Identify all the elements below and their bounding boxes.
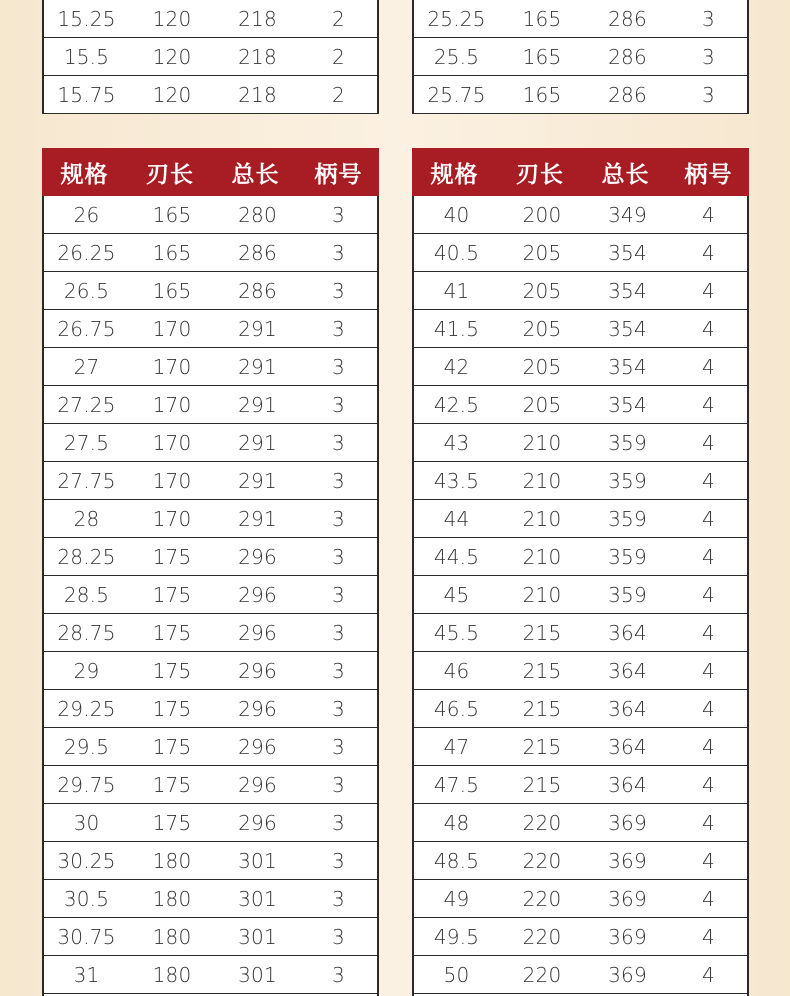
spec-cell: 49 [443,886,470,911]
right-spec-table [412,148,749,996]
total-length-cell: 364 [608,658,647,683]
table-row [44,0,377,38]
spec-cell: 46.5 [433,696,480,721]
total-length-cell: 286 [608,6,647,31]
spec-cell: 29.5 [63,734,110,759]
table-row [44,38,377,76]
spec-cell: 45 [443,582,470,607]
table-row [414,842,747,880]
blade-length-cell: 165 [522,44,562,69]
table-row [414,690,747,728]
total-length-cell: 291 [238,468,277,493]
handle-number-cell: 3 [332,506,345,531]
blade-length-cell: 175 [152,544,192,569]
blade-length-cell: 205 [522,354,562,379]
handle-number-cell: 4 [702,240,715,265]
blade-length-cell: 165 [522,6,562,31]
handle-number-cell: 3 [332,734,345,759]
spec-cell: 15.5 [63,44,110,69]
total-length-cell: 291 [238,430,277,455]
table-header [412,148,749,196]
table-row [414,272,747,310]
spec-cell: 28.75 [57,620,116,645]
table-row [44,842,377,880]
header-handle-number: 柄号 [314,161,363,188]
blade-length-cell: 215 [522,734,562,759]
handle-number-cell: 3 [332,202,345,227]
handle-number-cell: 3 [332,772,345,797]
spec-cell: 47.5 [433,772,480,797]
spec-cell: 27 [73,354,100,379]
blade-length-cell: 220 [522,848,562,873]
total-length-cell: 354 [608,240,647,265]
total-length-cell: 359 [608,582,647,607]
handle-number-cell: 3 [332,658,345,683]
spec-cell: 40 [443,202,470,227]
spec-cell: 42 [443,354,470,379]
spec-cell: 29.75 [57,772,116,797]
blade-length-cell: 170 [152,354,192,379]
left-spec-table [42,148,379,996]
blade-length-cell: 170 [152,468,192,493]
total-length-cell: 369 [608,848,647,873]
top-left-table [42,0,379,114]
header-spec: 规格 [430,161,479,188]
blade-length-cell: 170 [152,316,192,341]
handle-number-cell: 4 [702,658,715,683]
spec-cell: 50 [443,962,470,987]
blade-length-cell: 120 [152,44,192,69]
blade-length-cell: 165 [152,240,192,265]
handle-number-cell: 4 [702,582,715,607]
handle-number-cell: 3 [332,354,345,379]
blade-length-cell: 210 [522,506,562,531]
handle-number-cell: 4 [702,696,715,721]
table-row [44,576,377,614]
total-length-cell: 354 [608,278,647,303]
handle-number-cell: 3 [332,468,345,493]
spec-cell: 49.5 [433,924,480,949]
total-length-cell: 364 [608,734,647,759]
table-row [414,880,747,918]
blade-length-cell: 205 [522,392,562,417]
blade-length-cell: 215 [522,772,562,797]
blade-length-cell: 200 [522,202,562,227]
handle-number-cell: 3 [332,430,345,455]
handle-number-cell: 3 [332,278,345,303]
table-row [44,76,377,114]
blade-length-cell: 175 [152,582,192,607]
handle-number-cell: 3 [332,544,345,569]
handle-number-cell: 3 [332,924,345,949]
total-length-cell: 301 [238,962,277,987]
table-row [414,424,747,462]
spec-cell: 31 [73,962,100,987]
table-row [414,728,747,766]
total-length-cell: 354 [608,392,647,417]
spec-cell: 28.25 [57,544,116,569]
blade-length-cell: 175 [152,658,192,683]
total-length-cell: 354 [608,354,647,379]
total-length-cell: 364 [608,772,647,797]
total-length-cell: 296 [238,810,277,835]
table-row [44,766,377,804]
table-row [414,538,747,576]
handle-number-cell: 3 [332,240,345,265]
table-row [414,38,747,76]
spec-cell: 25.75 [427,82,486,107]
total-length-cell: 291 [238,506,277,531]
handle-number-cell: 3 [702,6,715,31]
table-row [44,690,377,728]
table-row [414,76,747,114]
spec-cell: 44 [443,506,470,531]
table-row [44,880,377,918]
blade-length-cell: 170 [152,506,192,531]
blade-length-cell: 120 [152,82,192,107]
handle-number-cell: 3 [332,848,345,873]
spec-cell: 40.5 [433,240,480,265]
spec-cell: 44.5 [433,544,480,569]
table-row [414,348,747,386]
spec-cell: 27.5 [63,430,110,455]
header-total-length: 总长 [601,161,650,188]
total-length-cell: 364 [608,620,647,645]
table-row [414,614,747,652]
blade-length-cell: 180 [152,886,192,911]
table-row [44,538,377,576]
table-row [414,766,747,804]
total-length-cell: 291 [238,392,277,417]
total-length-cell: 369 [608,810,647,835]
spec-cell: 25.25 [427,6,486,31]
spec-cell: 26 [73,202,100,227]
handle-number-cell: 3 [332,810,345,835]
blade-length-cell: 180 [152,848,192,873]
top-right-table [412,0,749,114]
table-row [44,918,377,956]
table-row [44,424,377,462]
total-length-cell: 286 [608,44,647,69]
handle-number-cell: 4 [702,962,715,987]
blade-length-cell: 220 [522,962,562,987]
total-length-cell: 296 [238,772,277,797]
handle-number-cell: 3 [332,316,345,341]
spec-cell: 26.75 [57,316,116,341]
total-length-cell: 359 [608,468,647,493]
blade-length-cell: 215 [522,696,562,721]
total-length-cell: 296 [238,658,277,683]
total-length-cell: 354 [608,316,647,341]
blade-length-cell: 210 [522,430,562,455]
handle-number-cell: 4 [702,734,715,759]
total-length-cell: 291 [238,316,277,341]
spec-cell: 48.5 [433,848,480,873]
handle-number-cell: 4 [702,392,715,417]
table-row [414,500,747,538]
spec-cell: 41.5 [433,316,480,341]
total-length-cell: 280 [238,202,277,227]
handle-number-cell: 2 [332,44,345,69]
table-row [414,386,747,424]
handle-number-cell: 4 [702,468,715,493]
handle-number-cell: 4 [702,278,715,303]
blade-length-cell: 205 [522,240,562,265]
total-length-cell: 218 [238,6,277,31]
total-length-cell: 218 [238,82,277,107]
spec-cell: 26.25 [57,240,116,265]
handle-number-cell: 4 [702,848,715,873]
total-length-cell: 359 [608,430,647,455]
table-row [414,576,747,614]
header-spec: 规格 [60,161,109,188]
table-row [414,0,747,38]
table-row [44,234,377,272]
total-length-cell: 218 [238,44,277,69]
spec-cell: 30 [73,810,100,835]
handle-number-cell: 3 [332,696,345,721]
header-blade-length: 刃长 [146,161,194,188]
table-row [44,462,377,500]
blade-length-cell: 220 [522,810,562,835]
handle-number-cell: 2 [332,82,345,107]
blade-length-cell: 205 [522,278,562,303]
spec-cell: 41 [443,278,470,303]
blade-length-cell: 180 [152,924,192,949]
spec-cell: 46 [443,658,470,683]
table-row [414,918,747,956]
table-row [44,386,377,424]
table-row [44,196,377,234]
spec-cell: 43 [443,430,470,455]
spec-cell: 30.25 [57,848,116,873]
table-header [42,148,379,196]
blade-length-cell: 210 [522,544,562,569]
spec-cell: 28.5 [63,582,110,607]
handle-number-cell: 4 [702,354,715,379]
total-length-cell: 286 [238,240,277,265]
table-row [414,462,747,500]
table-row [414,956,747,994]
blade-length-cell: 210 [522,468,562,493]
total-length-cell: 301 [238,848,277,873]
header-total-length: 总长 [231,161,280,188]
blade-length-cell: 205 [522,316,562,341]
spec-cell: 30.5 [63,886,110,911]
blade-length-cell: 220 [522,886,562,911]
table-row [414,310,747,348]
total-length-cell: 369 [608,924,647,949]
total-length-cell: 349 [608,202,647,227]
total-length-cell: 291 [238,354,277,379]
spec-cell: 27.25 [57,392,116,417]
blade-length-cell: 170 [152,392,192,417]
blade-length-cell: 165 [152,278,192,303]
table-row [44,500,377,538]
handle-number-cell: 4 [702,772,715,797]
blade-length-cell: 165 [522,82,562,107]
spec-cell: 27.75 [57,468,116,493]
handle-number-cell: 4 [702,202,715,227]
spec-cell: 45.5 [433,620,480,645]
total-length-cell: 301 [238,924,277,949]
handle-number-cell: 4 [702,506,715,531]
table-row [414,804,747,842]
header-blade-length: 刃长 [516,161,564,188]
total-length-cell: 296 [238,734,277,759]
total-length-cell: 296 [238,696,277,721]
total-length-cell: 286 [608,82,647,107]
total-length-cell: 364 [608,696,647,721]
table-row [44,804,377,842]
spec-cell: 29.25 [57,696,116,721]
total-length-cell: 369 [608,962,647,987]
spec-cell: 28 [73,506,100,531]
blade-length-cell: 215 [522,620,562,645]
blade-length-cell: 170 [152,430,192,455]
table-row [414,652,747,690]
table-row [44,614,377,652]
blade-length-cell: 215 [522,658,562,683]
blade-length-cell: 120 [152,6,192,31]
handle-number-cell: 4 [702,430,715,455]
blade-length-cell: 175 [152,734,192,759]
blade-length-cell: 175 [152,620,192,645]
handle-number-cell: 4 [702,316,715,341]
table-row [44,652,377,690]
table-row [414,234,747,272]
handle-number-cell: 4 [702,886,715,911]
table-row [44,348,377,386]
spec-cell: 26.5 [63,278,110,303]
spec-cell: 47 [443,734,470,759]
handle-number-cell: 3 [332,886,345,911]
blade-length-cell: 220 [522,924,562,949]
spec-cell: 30.75 [57,924,116,949]
handle-number-cell: 4 [702,544,715,569]
blade-length-cell: 175 [152,810,192,835]
spec-cell: 25.5 [433,44,480,69]
total-length-cell: 359 [608,544,647,569]
handle-number-cell: 3 [702,44,715,69]
handle-number-cell: 3 [332,620,345,645]
total-length-cell: 369 [608,886,647,911]
table-row [44,728,377,766]
blade-length-cell: 210 [522,582,562,607]
total-length-cell: 301 [238,886,277,911]
table-row [414,196,747,234]
handle-number-cell: 4 [702,620,715,645]
table-row [44,272,377,310]
total-length-cell: 359 [608,506,647,531]
handle-number-cell: 3 [332,582,345,607]
blade-length-cell: 165 [152,202,192,227]
handle-number-cell: 4 [702,924,715,949]
header-handle-number: 柄号 [684,161,733,188]
total-length-cell: 296 [238,544,277,569]
total-length-cell: 286 [238,278,277,303]
handle-number-cell: 2 [332,6,345,31]
spec-cell: 42.5 [433,392,480,417]
handle-number-cell: 3 [332,962,345,987]
blade-length-cell: 175 [152,696,192,721]
spec-cell: 15.75 [57,82,116,107]
total-length-cell: 296 [238,582,277,607]
total-length-cell: 296 [238,620,277,645]
spec-cell: 48 [443,810,470,835]
handle-number-cell: 3 [332,392,345,417]
handle-number-cell: 4 [702,810,715,835]
handle-number-cell: 3 [702,82,715,107]
spec-cell: 29 [73,658,100,683]
blade-length-cell: 180 [152,962,192,987]
table-row [44,310,377,348]
spec-cell: 15.25 [57,6,116,31]
table-row [44,956,377,994]
spec-cell: 43.5 [433,468,480,493]
blade-length-cell: 175 [152,772,192,797]
